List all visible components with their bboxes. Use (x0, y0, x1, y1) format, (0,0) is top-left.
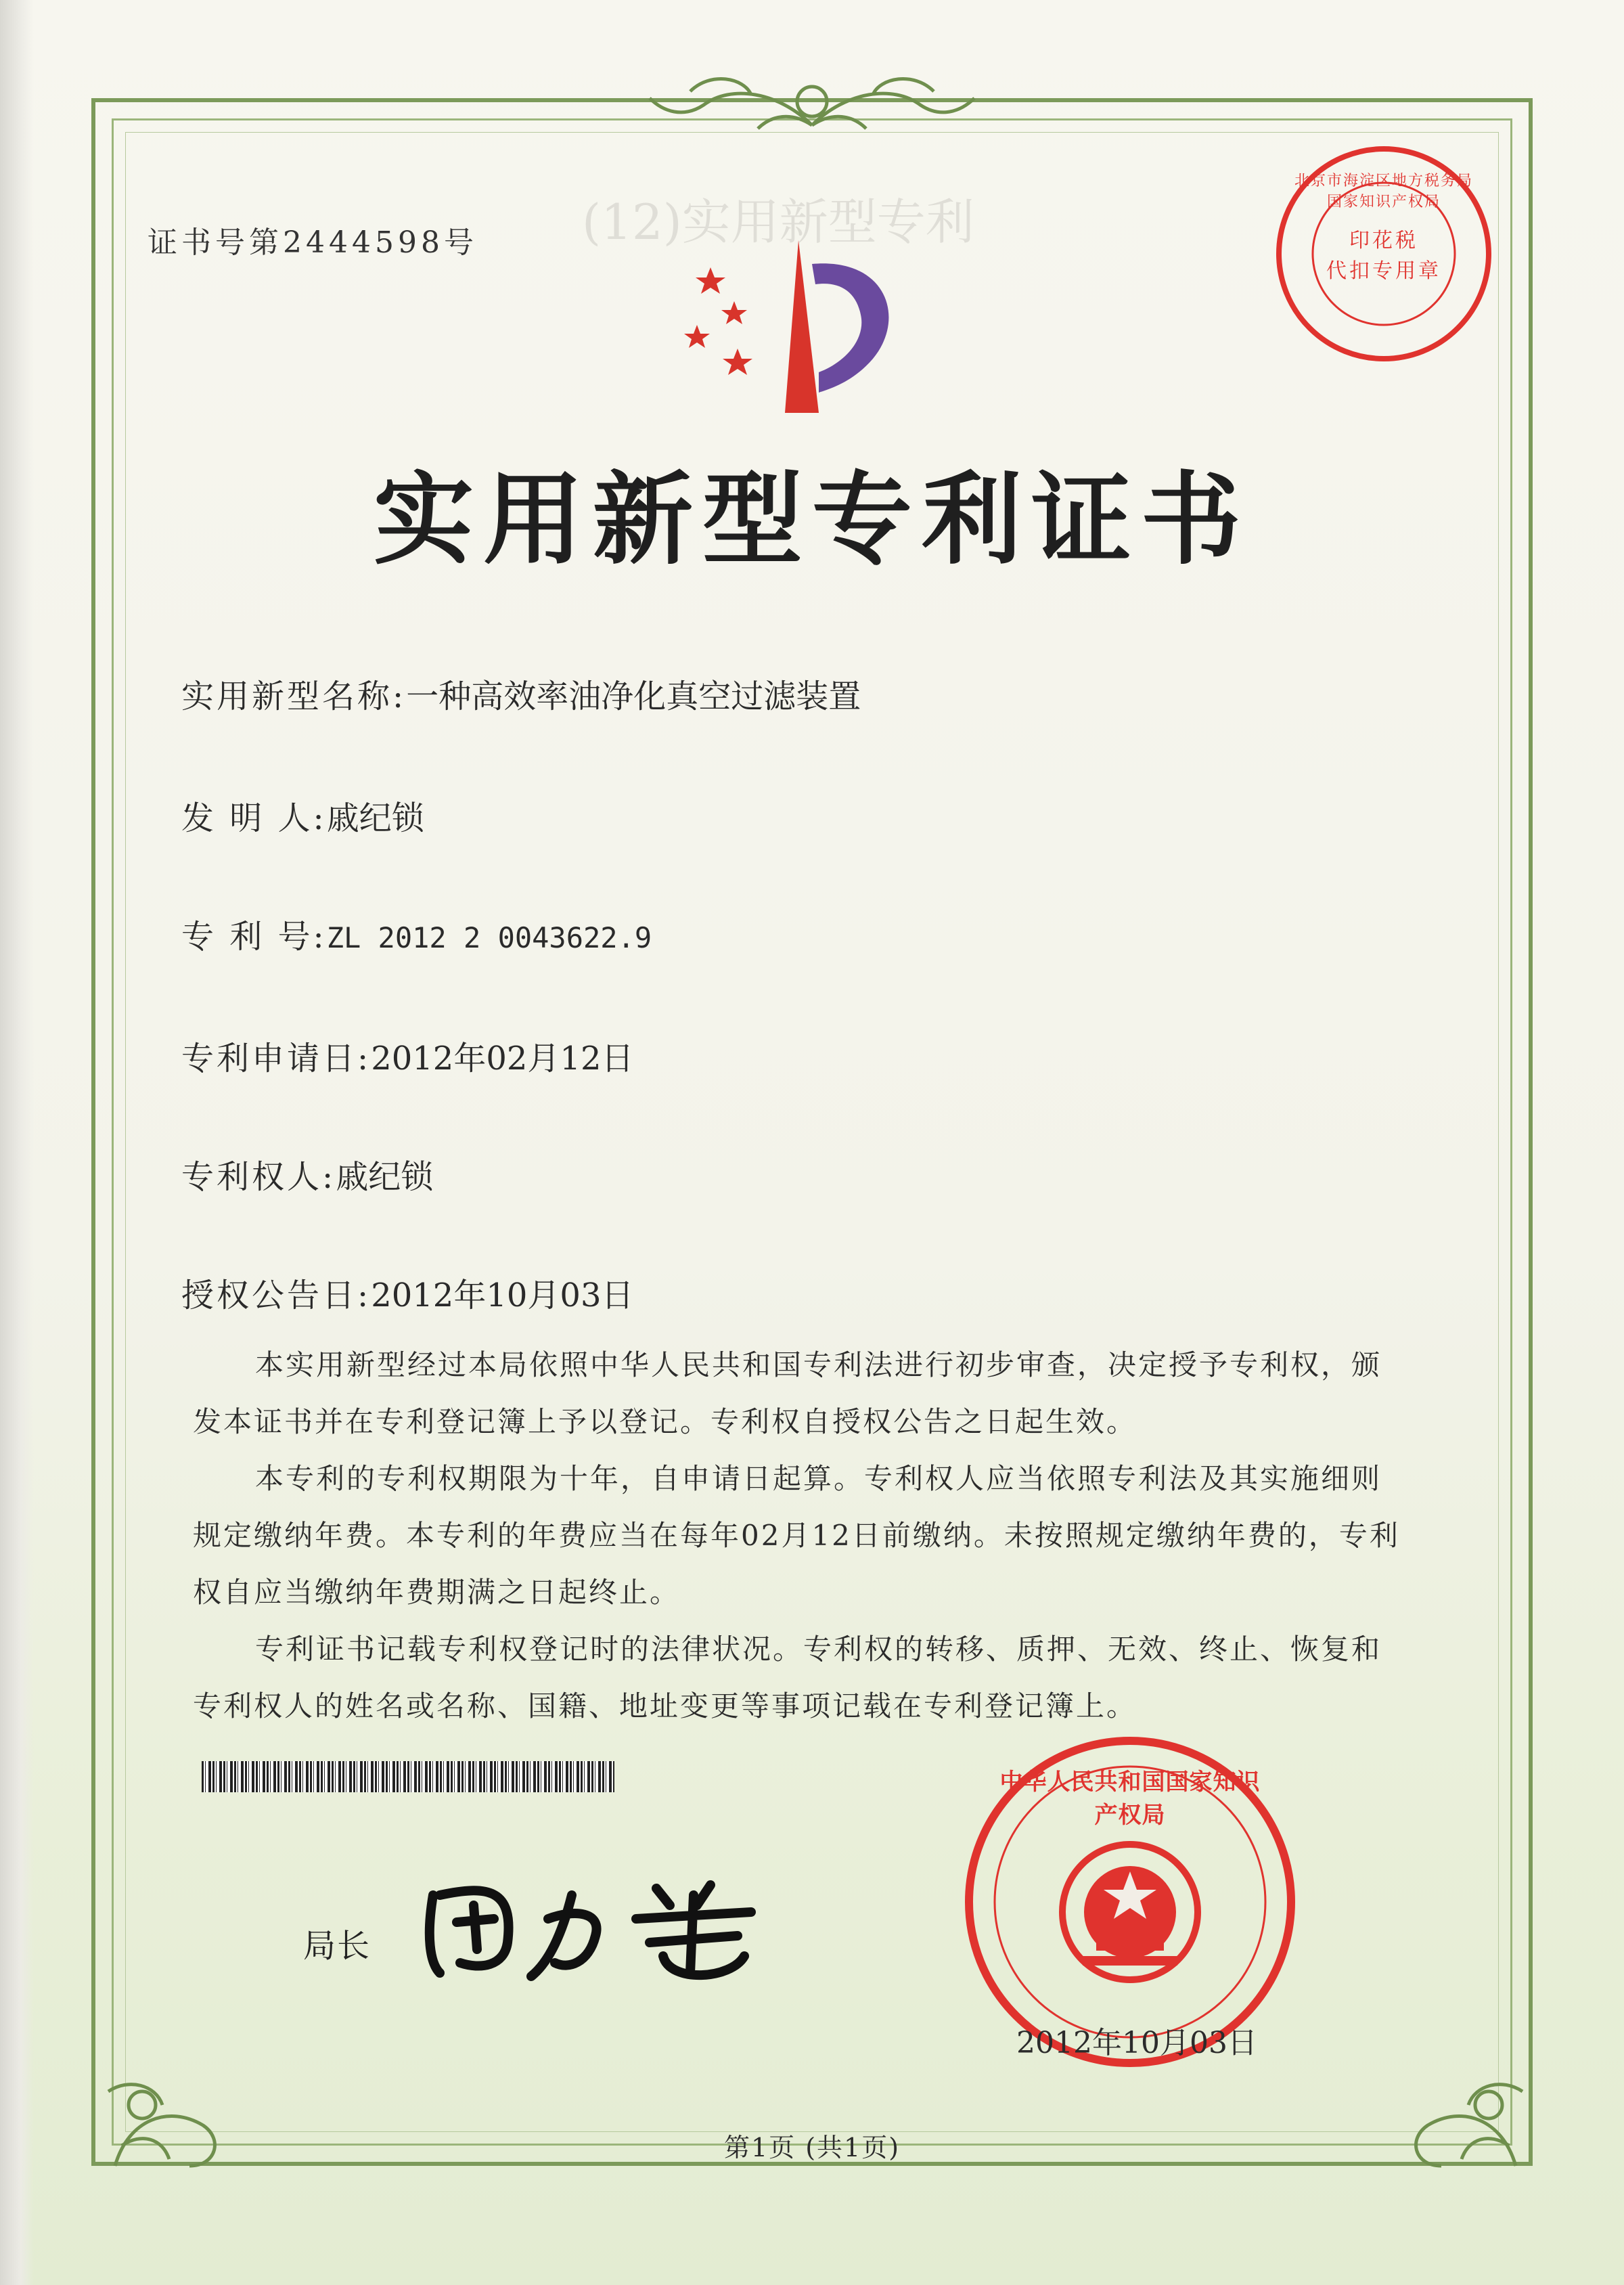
tax-stamp-center-line1: 印花税 (1349, 229, 1418, 252)
tax-stamp-center-line2: 代扣专用章 (1326, 259, 1441, 283)
patent-no-value: ZL 2012 2 0043622.9 (326, 921, 652, 954)
certificate-body (193, 1337, 1404, 1735)
body-paragraph-2: 本专利的专利权期限为十年，自申请日起算。专利权人应当依照专利法及其实施细则规定缴纳年费。本专利的年费应当在每年02月12日前缴纳。未按照规定缴纳年费的，专利权自应当缴纳年费期满之日起终止。 (193, 1462, 1400, 1609)
page-info: 第1页 (共1页) (723, 2133, 901, 2162)
field-application-date (181, 1032, 634, 1079)
apply-date-value: 2012年02月12日 (371, 1040, 634, 1078)
cert-no-value: 2444598 (283, 225, 444, 260)
name-label: 实用新型名称: (181, 678, 407, 715)
name-value: 一种高效率油净化真空过滤装置 (406, 678, 861, 715)
background-print-through: (12)实用新型专利 (582, 194, 974, 250)
grant-date-value: 2012年10月03日 (371, 1277, 634, 1314)
field-patent-holder (181, 1151, 433, 1197)
inventor-value: 戚纪锁 (326, 799, 424, 837)
patent-no-label: 专 利 号: (181, 918, 327, 956)
body-paragraph-1: 本实用新型经过本局依照中华人民共和国专利法进行初步审查，决定授予专利权，颁发本证书并在专利登记簿上予以登记。专利权自授权公告之日起生效。 (193, 1348, 1382, 1438)
director-label: 局长 (303, 1927, 371, 1965)
sipo-logo-icon (683, 237, 907, 420)
page-binding-shadow (0, 0, 34, 2285)
certificate-number (148, 218, 478, 261)
barcode (202, 1761, 614, 1792)
director-signature (413, 1855, 778, 1990)
field-utility-model-name (181, 670, 861, 717)
page-title: 实用新型专利证书 (374, 460, 1250, 578)
body-paragraph-3: 专利证书记载专利权登记时的法律状况。专利权的转移、质押、无效、终止、恢复和专利权人的姓名或名称、国籍、地址变更等事项记载在专利登记簿上。 (193, 1633, 1382, 1723)
apply-date-label: 专利申请日: (181, 1040, 371, 1078)
inventor-label: 发 明 人: (181, 799, 327, 837)
holder-label: 专利权人: (181, 1158, 336, 1196)
holder-value: 戚纪锁 (336, 1158, 434, 1196)
tax-stamp-ring-text: 北京市海淀区地方税务局 国家知识产权局 (1294, 173, 1473, 210)
field-inventor (181, 792, 424, 839)
field-grant-date (181, 1269, 634, 1316)
national-seal-ring-text: 中华人民共和国国家知识产权局 (999, 1769, 1261, 1829)
grant-date-label: 授权公告日: (181, 1277, 371, 1314)
field-patent-number (181, 910, 652, 957)
top-ornament-icon (609, 64, 1015, 139)
cert-no-label: 证书号第 (148, 225, 283, 260)
cert-no-suffix: 号 (443, 225, 478, 260)
seal-date: 2012年10月03日 (1016, 2026, 1257, 2060)
